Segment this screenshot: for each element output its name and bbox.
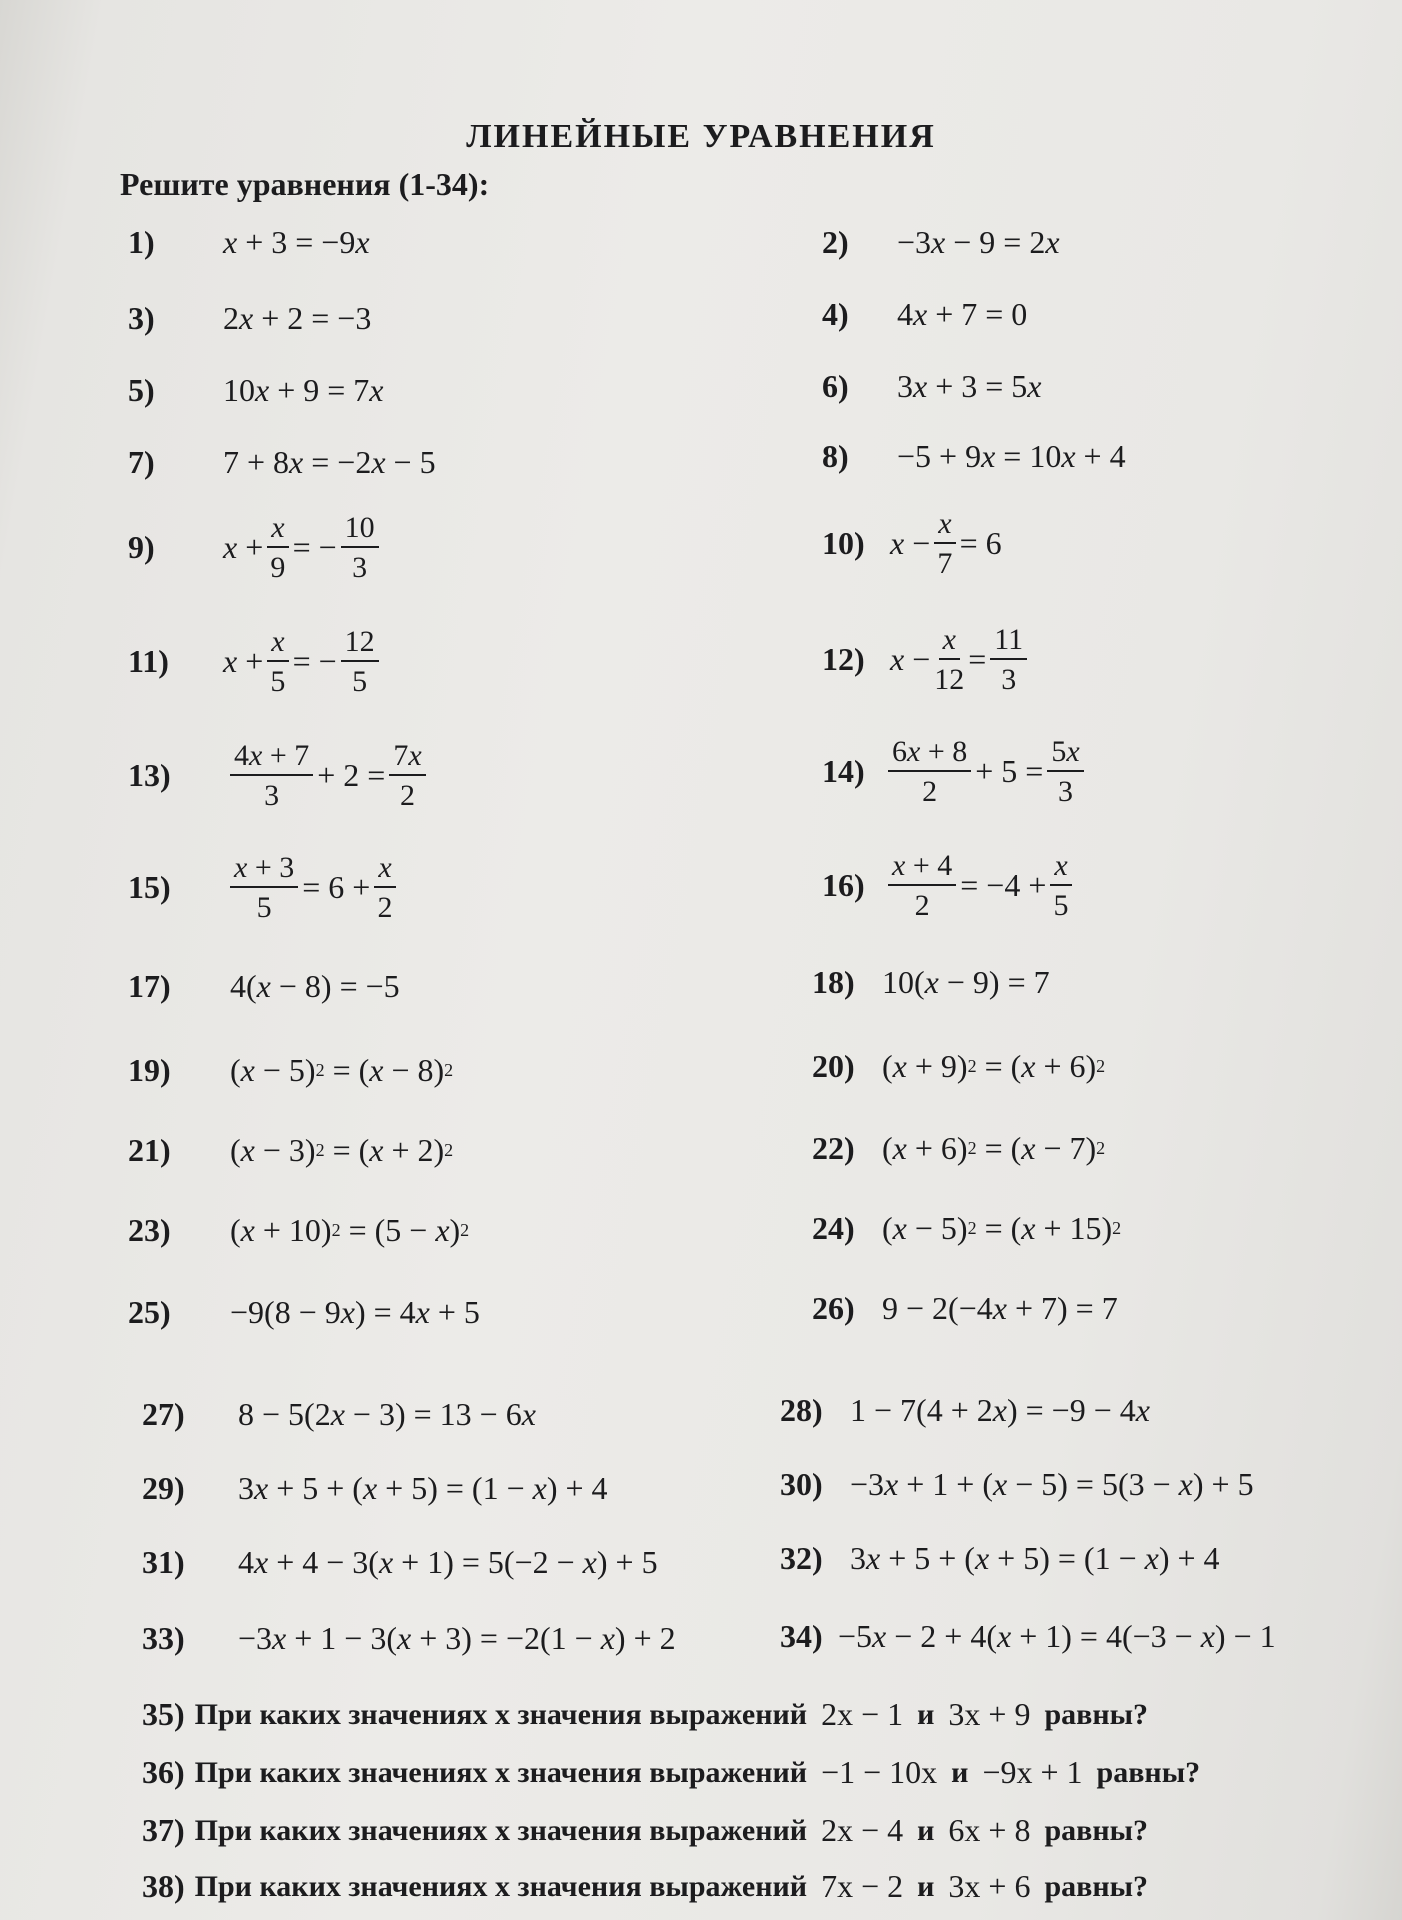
page-title: ЛИНЕЙНЫЕ УРАВНЕНИЯ	[466, 118, 936, 155]
instruction-text: Решите уравнения (1-34):	[120, 166, 490, 202]
equation-20: 20) ( x + 9) 2 = ( x + 6) 2	[812, 1048, 1106, 1084]
equation-17: 17) 4( x − 8) = −5	[128, 968, 400, 1004]
equation-32: 32) 3 x + 5 + ( x + 5) = (1 − x ) + 4	[780, 1540, 1220, 1576]
equation-4: 4) 4 x + 7 = 0	[822, 296, 1028, 332]
question-38: 38) При каких значениях x значения выражений 7x − 2 и 3x + 6 равны?	[142, 1868, 1149, 1904]
equation-3: 3) 2 x + 2 = −3	[128, 300, 372, 336]
question-36: 36) При каких значениях x значения выражений −1 − 10x и −9x + 1 равны?	[142, 1754, 1201, 1790]
equation-12: 12) x − $\frac{x}{12}$ = $\frac{11}{3}$	[822, 624, 1031, 695]
equation-29: 29) 3 x + 5 + ( x + 5) = (1 − x ) + 4	[142, 1470, 608, 1506]
question-37: 37) При каких значениях x значения выражений 2x − 4 и 6x + 8 равны?	[142, 1812, 1149, 1848]
equation-5: 5) 10 x + 9 = 7 x	[128, 372, 384, 408]
equation-33: 33) −3 x + 1 − 3( x + 3) = −2(1 − x ) + 2	[142, 1620, 676, 1656]
equation-25: 25) −9(8 − 9 x ) = 4 x + 5	[128, 1294, 480, 1330]
equation-26: 26) 9 − 2(−4 x + 7) = 7	[812, 1290, 1118, 1326]
equation-34: 34) −5 x − 2 + 4( x + 1) = 4(−3 − x ) − 1	[780, 1618, 1276, 1654]
equation-11: 11) x + $\frac{x}{5}$ = − $\frac{12}{5}$	[128, 626, 383, 697]
equation-19: 19) ( x − 5) 2 = ( x − 8) 2	[128, 1052, 454, 1088]
equation-7: 7) 7 + 8 x = −2 x − 5	[128, 444, 436, 480]
equation-31: 31) 4 x + 4 − 3( x + 1) = 5(−2 − x ) + 5	[142, 1544, 658, 1580]
equation-22: 22) ( x + 6) 2 = ( x − 7) 2	[812, 1130, 1106, 1166]
equation-27: 27) 8 − 5(2 x − 3) = 13 − 6 x	[142, 1396, 536, 1432]
equation-8: 8) −5 + 9 x = 10 x + 4	[822, 438, 1126, 474]
equation-24: 24) ( x − 5) 2 = ( x + 15) 2	[812, 1210, 1122, 1246]
equation-28: 28) 1 − 7(4 + 2 x ) = −9 − 4 x	[780, 1392, 1150, 1428]
equation-2: 2) −3 x − 9 = 2 x	[822, 224, 1060, 260]
equation-1: 1) x + 3 = −9 x	[128, 224, 370, 260]
equation-16: 16) $\frac{x + 4}{2}$ = −4 + $\frac{x}{5}$	[822, 850, 1076, 921]
equation-6: 6) 3 x + 3 = 5 x	[822, 368, 1042, 404]
equation-30: 30) −3 x + 1 + ( x − 5) = 5(3 − x ) + 5	[780, 1466, 1254, 1502]
equation-10: 10) x − $\frac{x}{7}$ = 6	[822, 507, 1002, 580]
equation-23: 23) ( x + 10) 2 = (5 − x ) 2	[128, 1212, 470, 1248]
question-35: 35) При каких значениях x значения выражений 2x − 1 и 3x + 9 равны?	[142, 1696, 1149, 1732]
equation-18: 18) 10( x − 9) = 7	[812, 964, 1050, 1000]
equation-9: 9) x + $\frac{x}{9}$ = − $\frac{10}{3}$	[128, 512, 383, 583]
equation-14: 14) $\frac{6x + 8}{2}$ + 5 = $\frac{5x}{3}$	[822, 736, 1088, 807]
equation-21: 21) ( x − 3) 2 = ( x + 2) 2	[128, 1132, 454, 1168]
equation-13: 13) $\frac{4x + 7}{3}$ + 2 = $\frac{7x}{2}$	[128, 740, 430, 811]
equation-15: 15) $\frac{x + 3}{5}$ = 6 + $\frac{x}{2}$	[128, 852, 400, 923]
